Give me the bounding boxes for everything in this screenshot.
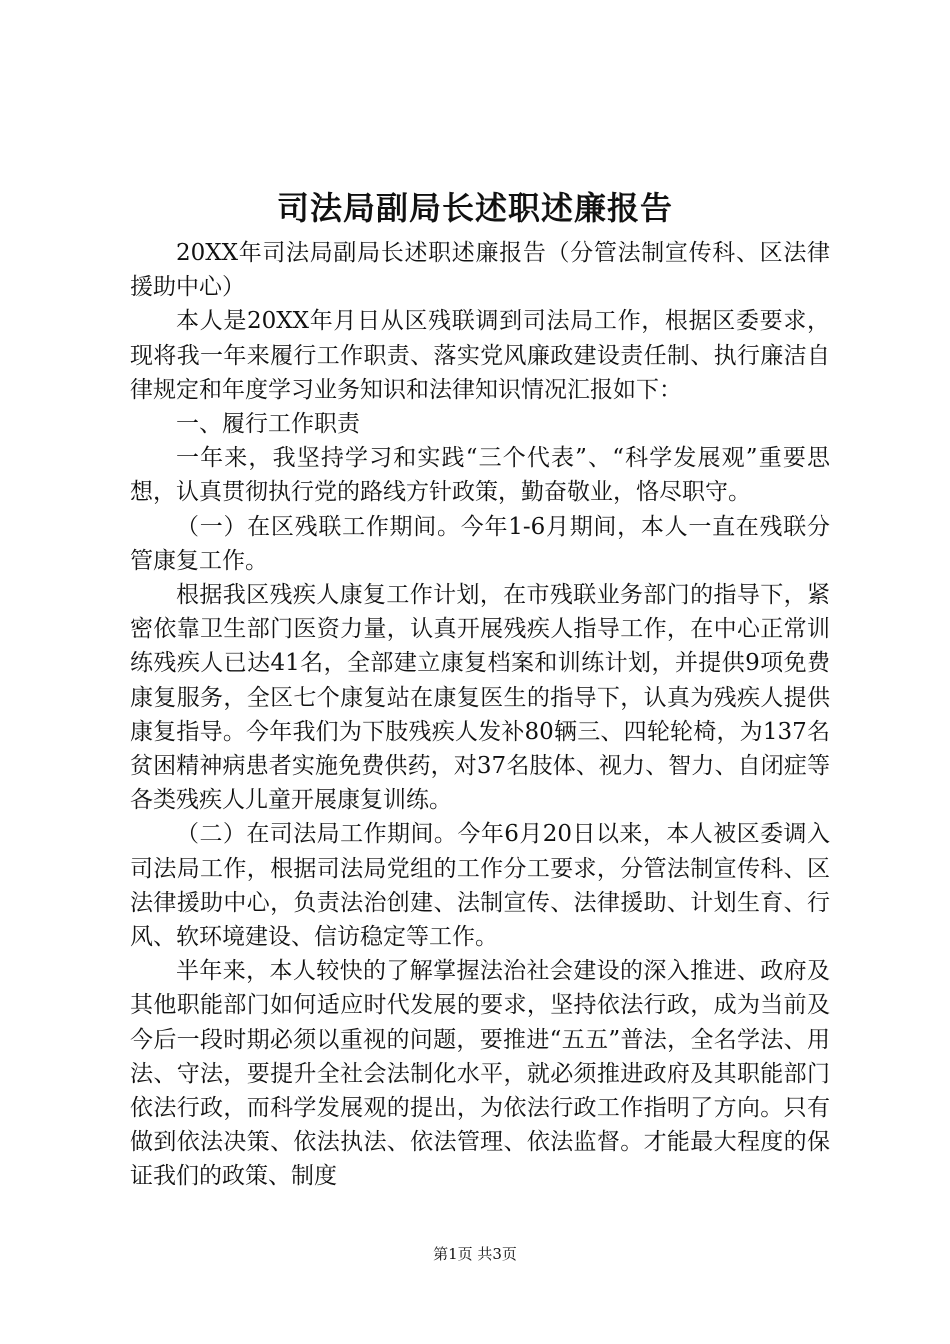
paragraph-introduction: 本人是20XX年月日从区残联调到司法局工作，根据区委要求，现将我一年来履行工作职责、落实党风廉政建设责任制、执行廉洁自律规定和年度学习业务知识和法律知识情况汇报如下： [130, 308, 830, 403]
paragraph-overview: 一年来，我坚持学习和实践“三个代表”、“科学发展观”重要思想，认真贯彻执行党的路线方针政策，勤奋敬业，恪尽职守。 [130, 445, 830, 506]
paragraph-rehabilitation-work: 根据我区残疾人康复工作计划，在市残联业务部门的指导下，紧密依靠卫生部门医资力量，认真开展残疾人指导工作，在中心正常训练残疾人已达41名，全部建立康复档案和训练计划，并提供9项免费康复服务，全区七个康复站在康复医生的指导下，认真为残疾人提供康复指导。今年我们为下肢残疾人发补80辆三、四轮轮椅，为137名贫困精神病患者实施免费供药，对37名肢体、视力、智力、自闭症等各类残疾人儿童开展康复训练。 [130, 582, 830, 814]
subsection-disabled-federation: （一）在区残联工作期间。今年1-6月期间，本人一直在残联分管康复工作。 [130, 513, 830, 574]
document-title: 司法局副局长述职述廉报告 [276, 189, 673, 227]
section-heading-duties: 一、履行工作职责 [176, 411, 360, 438]
page-number-footer: 第1页 共3页 [433, 1245, 517, 1263]
document-body [130, 236, 830, 1194]
subsection-justice-bureau: （二）在司法局工作期间。今年6月20日以来，本人被区委调入司法局工作，根据司法局党组的工作分工要求，分管法制宣传科、区法律援助中心，负责法治创建、法制宣传、法律援助、计划生育、行风、软环境建设、信访稳定等工作。 [130, 821, 830, 951]
paragraph-rule-of-law: 半年来，本人较快的了解掌握法治社会建设的深入推进、政府及其他职能部门如何适应时代发展的要求，坚持依法行政，成为当前及今后一段时期必须以重视的问题，要推进“五五”普法，全名学法、用法、守法，要提升全社会法制化水平，就必须推进政府及其职能部门依法行政，而科学发展观的提出，为依法行政工作指明了方向。只有做到依法决策、依法执法、依法管理、依法监督。才能最大程度的保证我们的政策、制度 [130, 958, 830, 1190]
paragraph-report-subtitle: 20XX年司法局副局长述职述廉报告（分管法制宣传科、区法律援助中心） [130, 240, 830, 301]
